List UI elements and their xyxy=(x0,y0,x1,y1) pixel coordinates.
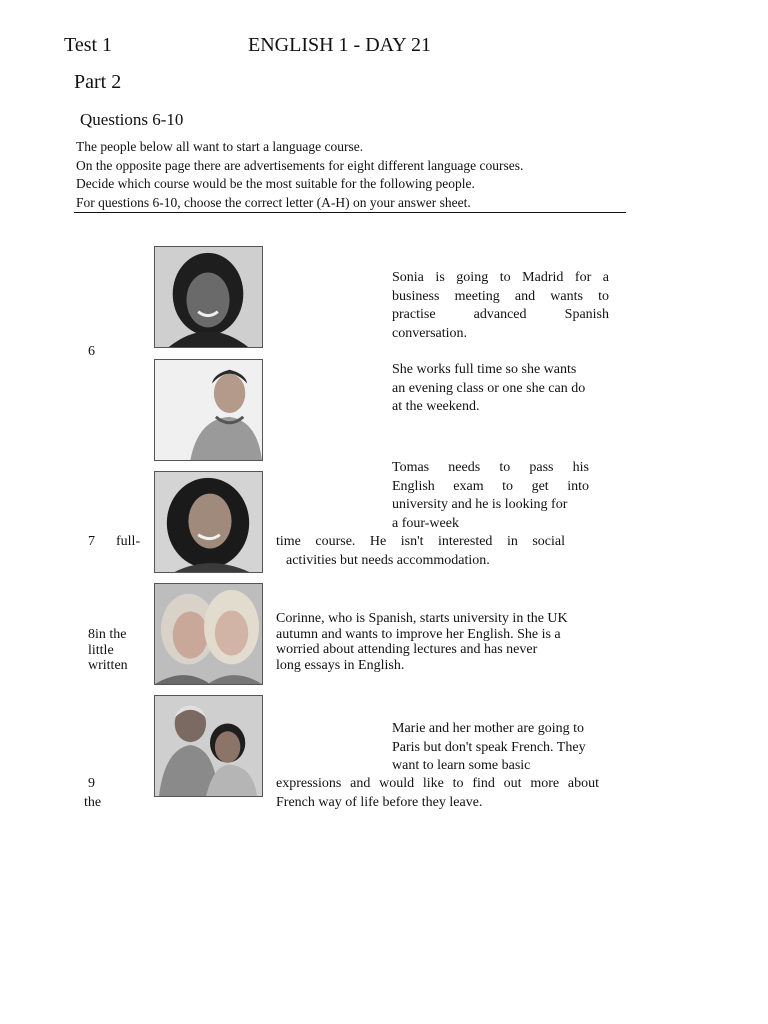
text-line: conversation. xyxy=(392,325,468,341)
photo-corinne xyxy=(154,583,263,685)
text-line: long essays in English. xyxy=(276,657,405,673)
text-line: at the weekend. xyxy=(392,399,480,414)
left-text-line: 8in the xyxy=(88,627,127,642)
questions-heading: Questions 6-10 xyxy=(80,110,184,129)
text-line: time course. He isn't interested in social xyxy=(276,534,565,549)
person-text-tomas xyxy=(392,459,589,533)
text-line: business meeting and wants to xyxy=(392,288,609,304)
people-portrait-icon xyxy=(155,696,262,796)
left-text-line: written xyxy=(88,658,128,673)
instruction-line: The people below all want to start a language course. xyxy=(76,139,364,154)
text-line: practise advanced Spanish xyxy=(392,307,609,322)
photo-marie xyxy=(154,695,263,797)
person-text-sonia-2 xyxy=(392,361,617,417)
text-line: Corinne, who is Spanish, starts university in the UK xyxy=(276,611,568,626)
text-line: Paris but don't speak French. They xyxy=(392,739,586,755)
people-portrait-icon xyxy=(155,584,262,684)
person-portrait-icon xyxy=(155,360,262,460)
text-line: English exam to get into xyxy=(392,478,589,494)
person-text-tomas-cont xyxy=(276,533,565,570)
question-9-left-text: the xyxy=(84,795,102,810)
photo-young-man xyxy=(154,359,263,461)
text-line: She works full time so she wants xyxy=(392,362,577,377)
text-line: autumn and wants to improve her English. She is a xyxy=(276,626,561,642)
person-text-sonia xyxy=(392,269,609,343)
person-text-marie xyxy=(392,720,610,776)
question-7-suffix: full- xyxy=(116,534,141,549)
text-line: Marie and her mother are going to xyxy=(392,721,585,736)
question-number-8 xyxy=(88,627,128,674)
test-label: Test 1 xyxy=(64,34,113,56)
instruction-line: Decide which course would be the most suitable for the following people. xyxy=(76,176,475,191)
text-line: expressions and would like to find out more about xyxy=(276,776,599,791)
text-line: Sonia is going to Madrid for a xyxy=(392,270,609,285)
text-line: worried about attending lectures and has never xyxy=(276,642,538,657)
page-title: ENGLISH 1 - DAY 21 xyxy=(248,34,431,56)
photo-sonia xyxy=(154,246,263,348)
text-line: want to learn some basic xyxy=(392,758,531,773)
instruction-line: For questions 6-10, choose the correct letter (A-H) on your answer sheet. xyxy=(76,194,471,210)
instructions xyxy=(76,138,523,212)
divider xyxy=(74,212,626,213)
question-number-7: 7 xyxy=(88,534,95,549)
part-heading: Part 2 xyxy=(74,71,122,93)
instruction-line: On the opposite page there are advertisements for eight different language courses. xyxy=(76,157,524,173)
person-portrait-icon xyxy=(155,472,262,572)
question-number-9: 9 xyxy=(88,776,95,791)
photo-tomas xyxy=(154,471,263,573)
text-line: university and he is looking for xyxy=(392,497,568,512)
person-text-marie-cont xyxy=(276,775,599,812)
text-line: Tomas needs to pass his xyxy=(392,460,589,475)
text-line: a four-week xyxy=(392,515,459,531)
text-line: French way of life before they leave. xyxy=(276,794,483,810)
text-line: activities but needs accommodation. xyxy=(286,552,490,568)
text-line: an evening class or one she can do xyxy=(392,380,586,396)
person-text-corinne xyxy=(276,611,568,673)
left-text-line: little xyxy=(88,642,114,658)
person-portrait-icon xyxy=(155,247,262,347)
question-number-6: 6 xyxy=(88,344,95,359)
